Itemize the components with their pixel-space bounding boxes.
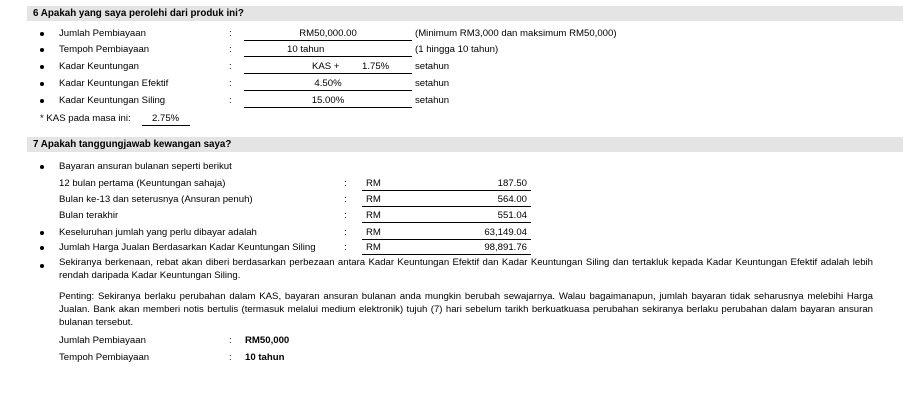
financing-tenure-note: (1 hingga 10 tahun) (415, 44, 499, 55)
underline (244, 40, 412, 41)
financing-amount-note: (Minimum RM3,000 dan maksimum RM50,000) (415, 28, 617, 39)
rebate-paragraph: Sekiranya berkenaan, rebat akan diberi berdasarkan perbezaan antara Kadar Keuntungan Efektif dan Kadar Keuntungan Siling dan tertakluk kepada Kadar Keuntungan Efektif adalah lebih rendah daripada Kadar Keuntungan Siling. (59, 257, 873, 281)
total-payable-label: Keseluruhan jumlah yang perlu dibayar adalah (59, 227, 257, 238)
ceiling-profit-rate-value: 15.00% (311, 95, 345, 106)
effective-profit-rate-value: 4.50% (314, 78, 342, 89)
bullet-icon (40, 65, 44, 69)
underline (362, 254, 531, 255)
currency: RM (366, 194, 381, 205)
bullet-icon (40, 231, 44, 235)
underline (362, 222, 531, 223)
underline (244, 107, 412, 108)
underline (362, 239, 531, 240)
colon: : (229, 44, 232, 55)
currency: RM (366, 178, 381, 189)
summary-financing-amount-value: RM50,000 (245, 335, 290, 346)
installment-amount: 551.04 (497, 210, 527, 221)
kas-value: 2.75% (152, 113, 180, 124)
financing-amount-label: Jumlah Pembiayaan (59, 28, 146, 39)
section-7-header: 7 Apakah tanggungjawab kewangan saya? (27, 137, 903, 152)
summary-financing-tenure-label: Tempoh Pembiayaan (59, 352, 150, 363)
financing-tenure-value: 10 tahun (287, 44, 325, 55)
bullet-icon (40, 246, 44, 250)
effective-profit-rate-label: Kadar Keuntungan Efektif (59, 78, 169, 89)
effective-profit-rate-note: setahun (415, 78, 450, 89)
selling-price-label: Jumlah Harga Jualan Berdasarkan Kadar Keuntungan Siling (59, 242, 316, 253)
colon: : (344, 178, 347, 189)
ceiling-profit-rate-label: Kadar Keuntungan Siling (59, 95, 166, 106)
ceiling-profit-rate-note: setahun (415, 95, 450, 106)
colon: : (229, 61, 232, 72)
colon: : (229, 95, 232, 106)
installment-label: Bulan terakhir (59, 210, 119, 221)
underline (362, 190, 531, 191)
colon: : (229, 352, 232, 363)
underline (244, 90, 412, 91)
bullet-icon (40, 264, 44, 268)
installment-intro: Bayaran ansuran bulanan seperti berikut (59, 161, 232, 172)
selling-price-amount: 98,891.76 (484, 242, 527, 253)
bullet-icon (40, 82, 44, 86)
currency: RM (366, 227, 381, 238)
profit-rate-label: Kadar Keuntungan (59, 61, 140, 72)
colon: : (344, 210, 347, 221)
currency: RM (366, 210, 381, 221)
total-payable-amount: 63,149.04 (484, 227, 527, 238)
installment-amount: 564.00 (497, 194, 527, 205)
profit-rate-note: setahun (415, 61, 450, 72)
underline (362, 206, 531, 207)
summary-financing-amount-label: Jumlah Pembiayaan (59, 335, 146, 346)
colon: : (229, 28, 232, 39)
currency: RM (366, 242, 381, 253)
colon: : (344, 194, 347, 205)
colon: : (229, 335, 232, 346)
profit-rate-base: KAS + (312, 61, 340, 72)
bullet-icon (40, 99, 44, 103)
installment-label: Bulan ke-13 dan seterusnya (Ansuran penuh) (59, 194, 253, 205)
summary-financing-tenure-value: 10 tahun (245, 352, 285, 363)
important-notice: Penting: Sekiranya berlaku perubahan dalam KAS, bayaran ansuran bulanan anda mungkin berubah sewajarnya. Walau bagaimanapun, jumlah bayaran tidak seharusnya melebihi Harga Jualan. Bank akan memberi notis bertulis (termasuk melalui medium elektronik) tujuh (7) hari sebelum tarikh berkuatkuasa perubahan sekiranya berlaku perubahan dalam bayaran ansuran bulanan tersebut. (59, 291, 873, 328)
financing-tenure-label: Tempoh Pembiayaan (59, 44, 150, 55)
profit-rate-margin: 1.75% (362, 61, 390, 72)
colon: : (229, 78, 232, 89)
underline (244, 73, 412, 74)
kas-label: * KAS pada masa ini: (40, 113, 131, 124)
bullet-icon (40, 165, 44, 169)
underline (142, 125, 190, 126)
section-6-header: 6 Apakah yang saya perolehi dari produk ini? (27, 6, 903, 21)
bullet-icon (40, 48, 44, 52)
financing-amount-value: RM50,000.00 (299, 28, 357, 39)
underline (244, 56, 412, 57)
colon: : (344, 242, 347, 253)
colon: : (344, 227, 347, 238)
installment-label: 12 bulan pertama (Keuntungan sahaja) (59, 178, 226, 189)
bullet-icon (40, 32, 44, 36)
installment-amount: 187.50 (497, 178, 527, 189)
